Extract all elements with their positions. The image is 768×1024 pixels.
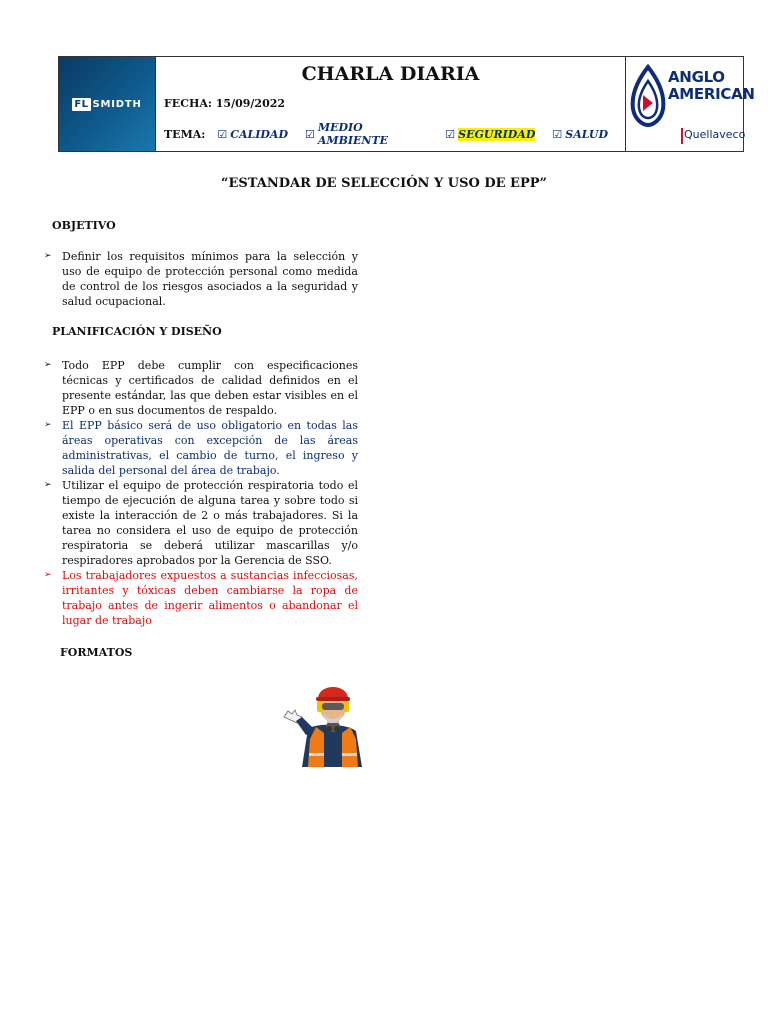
anglo-american-wordmark: ANGLO AMERICAN — [668, 68, 755, 103]
formatos-heading: FORMATOS — [60, 646, 133, 659]
checkbox-icon: ☑ — [552, 127, 563, 141]
main-title: “ESTANDAR DE SELECCIÓN Y USO DE EPP” — [221, 176, 547, 191]
list-item: ➢ Todo EPP debe cumplir con especificaciones técnicas y certificados de calidad definidos en el presente estándar, las que deben estar visibles en el EPP o en sus documentos de respaldo. — [44, 359, 358, 417]
document-title: CHARLA DIARIA — [301, 63, 480, 85]
flsmidth-logo — [59, 57, 156, 151]
planificacion-heading: PLANIFICACIÓN Y DISEÑO — [52, 325, 222, 338]
objetivo-heading: OBJETIVO — [52, 219, 116, 232]
list-item: ➢ Los trabajadores expuestos a sustancias infecciosas, irritantes y tóxicas deben cambiarse la ropa de trabajo antes de ingerir alimentos o abandonar el lugar de trabajo — [44, 569, 358, 627]
topic-seguridad: ☑ SEGURIDAD — [445, 127, 536, 141]
topic-salud: ☑ SALUD — [552, 127, 608, 141]
header-table — [58, 56, 755, 152]
topic-medio-ambiente: ☑ MEDIO AMBIENTE — [305, 121, 389, 147]
list-item: ➢ El EPP básico será de uso obligatorio en todas las áreas operativas con excepción de las áreas administrativas, el cambio de turno, el ingreso y salida del personal del área de trabajo. — [44, 419, 358, 477]
date-field: FECHA: 15/09/2022 — [164, 97, 286, 110]
checkbox-icon: ☑ — [217, 127, 228, 141]
objetivo-list — [44, 249, 358, 309]
logo-smidth-text: SMIDTH — [92, 98, 142, 110]
list-item: ➢ Definir los requisitos mínimos para la selección y uso de equipo de protección personal como medida de control de los riesgos asociados a la seguridad y salud ocupacional. — [44, 250, 358, 308]
logo-divider — [681, 128, 683, 144]
logo-fl-box: FL — [74, 98, 89, 110]
topic-calidad: ☑ CALIDAD — [217, 127, 289, 141]
arrow-bullet-icon: ➢ — [44, 360, 52, 370]
arrow-bullet-icon: ➢ — [44, 251, 52, 261]
list-item: ➢ Utilizar el equipo de protección respiratoria todo el tiempo de ejecución de alguna tarea y sobre todo si existe la interacción de 2 o más trabajadores. Si la tarea no considera el uso de equipo de protección respiratoria se deberá utilizar mascarillas y/o respiradores aprobados por la Gerencia de SSO. — [44, 479, 358, 567]
safety-worker-illustration — [280, 677, 366, 767]
anglo-american-logo — [625, 57, 755, 151]
planificacion-list — [44, 358, 358, 628]
header-center — [156, 57, 625, 151]
quellaveco-text: Quellaveco — [684, 128, 746, 141]
arrow-bullet-icon: ➢ — [44, 420, 52, 430]
tema-label: TEMA: — [164, 127, 206, 141]
checkbox-icon: ☑ — [445, 127, 456, 141]
topics-row — [164, 121, 625, 147]
checkbox-icon: ☑ — [305, 127, 315, 141]
arrow-bullet-icon: ➢ — [44, 480, 52, 490]
arrow-bullet-icon: ➢ — [44, 570, 52, 580]
anglo-american-mark-icon — [629, 65, 667, 127]
